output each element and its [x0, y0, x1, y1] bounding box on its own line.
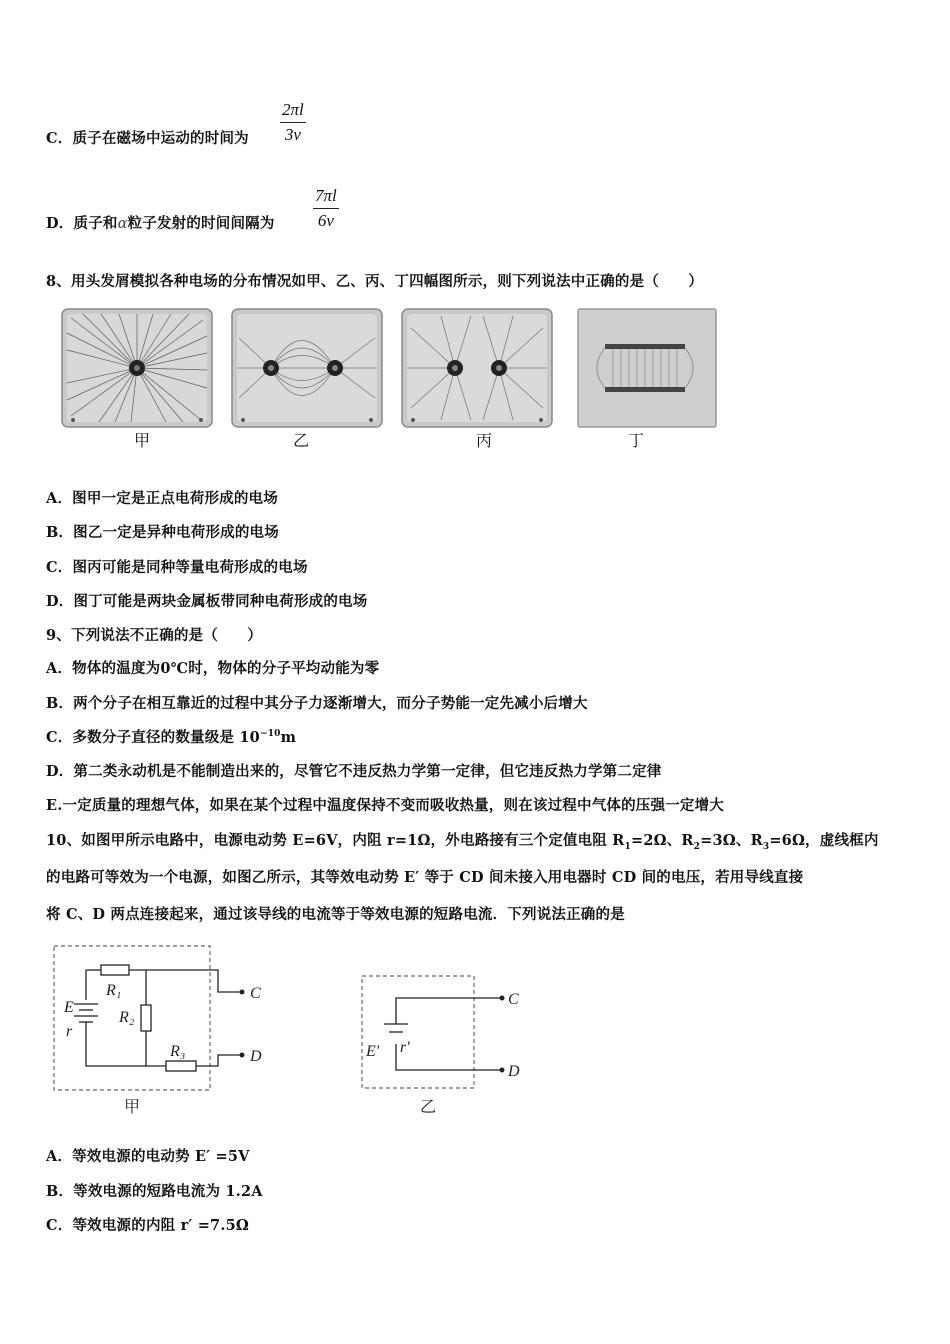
fraction-denominator: 3v — [284, 125, 301, 144]
circuit-diagram-yi — [356, 968, 546, 1118]
photo-ding-parallel-plates — [571, 308, 723, 428]
q7-option-d-text-a: D．质子和 — [46, 215, 118, 232]
q10-stem-line-1 — [46, 829, 879, 852]
subscript: 1 — [624, 841, 631, 852]
circuit-diagram-jia — [46, 940, 286, 1120]
q8-option-b: B．图乙一定是异种电荷形成的电场 — [46, 524, 279, 541]
q10-option-b: B．等效电源的短路电流为 1.2A — [46, 1183, 263, 1200]
label-R2: R₂ — [119, 1009, 135, 1026]
q7-option-d-text-b: 粒子发射的时间间隔为 — [127, 215, 275, 232]
caption-yi: 乙 — [293, 431, 310, 450]
caption-circuit-yi: 乙 — [420, 1097, 437, 1116]
q10-option-a: A．等效电源的电动势 E′ =5V — [46, 1148, 250, 1165]
label-D: D — [250, 1048, 262, 1065]
q9-option-c-text: C．多数分子直径的数量级是 10 — [46, 729, 260, 746]
fraction-denominator: 6v — [317, 211, 334, 230]
q9-option-c — [46, 726, 296, 747]
q9-option-a: A．物体的温度为0℃时，物体的分子平均动能为零 — [46, 660, 380, 677]
exponent: −10 — [259, 729, 281, 740]
q8-stem: 8、用头发屑模拟各种电场的分布情况如甲、乙、丙、丁四幅图所示，则下列说法中正确的是（ ） — [46, 273, 704, 290]
fraction-numerator: 2πl — [280, 100, 306, 123]
fraction-numerator: 7πl — [313, 186, 339, 209]
label-R1: R₁ — [106, 982, 122, 999]
q9-option-e: E.一定质量的理想气体，如果在某个过程中温度保持不变而吸收热量，则在该过程中气体的压强一定增大 — [46, 797, 724, 814]
label-r-prime: r′ — [400, 1039, 410, 1056]
stem-text: 10、如图甲所示电路中，电源电动势 E=6V，内阻 r=1Ω，外电路接有三个定值电阻 R — [46, 832, 625, 849]
q7-option-d — [46, 212, 275, 233]
unit: m — [280, 729, 297, 746]
stem-text: =2Ω、R — [630, 832, 694, 849]
q8-option-c: C．图丙可能是同种等量电荷形成的电场 — [46, 559, 308, 576]
photo-yi-opposite-charges — [231, 308, 383, 428]
q7-option-c-text: C．质子在磁场中运动的时间为 — [46, 130, 249, 147]
label-E-prime: E′ — [366, 1043, 380, 1060]
stem-text: =6Ω，虚线框内 — [769, 832, 879, 849]
q10-stem-line-3: 将 C、D 两点连接起来，通过该导线的电流等于等效电源的短路电流．下列说法正确的是 — [46, 906, 625, 923]
subscript: 3 — [762, 841, 770, 852]
q9-option-b: B．两个分子在相互靠近的过程中其分子力逐渐增大，而分子势能一定先减小后增大 — [46, 695, 588, 712]
label-r: r — [66, 1023, 73, 1040]
caption-jia: 甲 — [134, 431, 151, 450]
photo-jia-point-charge — [61, 308, 213, 428]
label-E: E — [64, 999, 74, 1016]
q8-option-a: A．图甲一定是正点电荷形成的电场 — [46, 490, 278, 507]
q8-option-d: D．图丁可能是两块金属板带同种电荷形成的电场 — [46, 593, 368, 610]
alpha-symbol: α — [117, 216, 128, 232]
label-R3: R₃ — [170, 1043, 186, 1060]
label-C: C — [250, 985, 261, 1002]
q10-option-c: C．等效电源的内阻 r′ =7.5Ω — [46, 1217, 249, 1234]
caption-ding: 丁 — [628, 431, 645, 450]
q10-stem-line-2: 的电路可等效为一个电源，如图乙所示，其等效电动势 E′ 等于 CD 间未接入用电器时 CD 间的电压，若用导线直接 — [46, 869, 804, 886]
label-C: C — [508, 991, 519, 1008]
q9-option-d: D．第二类永动机是不能制造出来的，尽管它不违反热力学第一定律，但它违反热力学第二定律 — [46, 763, 662, 780]
photo-bing-like-charges — [401, 308, 553, 428]
q7-option-d-fraction — [313, 186, 339, 231]
caption-bing: 丙 — [476, 431, 493, 450]
q7-option-c-fraction — [280, 100, 306, 145]
subscript: 2 — [693, 841, 701, 852]
label-D: D — [508, 1063, 520, 1080]
q9-stem: 9、下列说法不正确的是（ ） — [46, 627, 263, 644]
q7-option-c — [46, 127, 249, 148]
stem-text: =3Ω、R — [700, 832, 763, 849]
caption-circuit-jia: 甲 — [124, 1097, 141, 1116]
